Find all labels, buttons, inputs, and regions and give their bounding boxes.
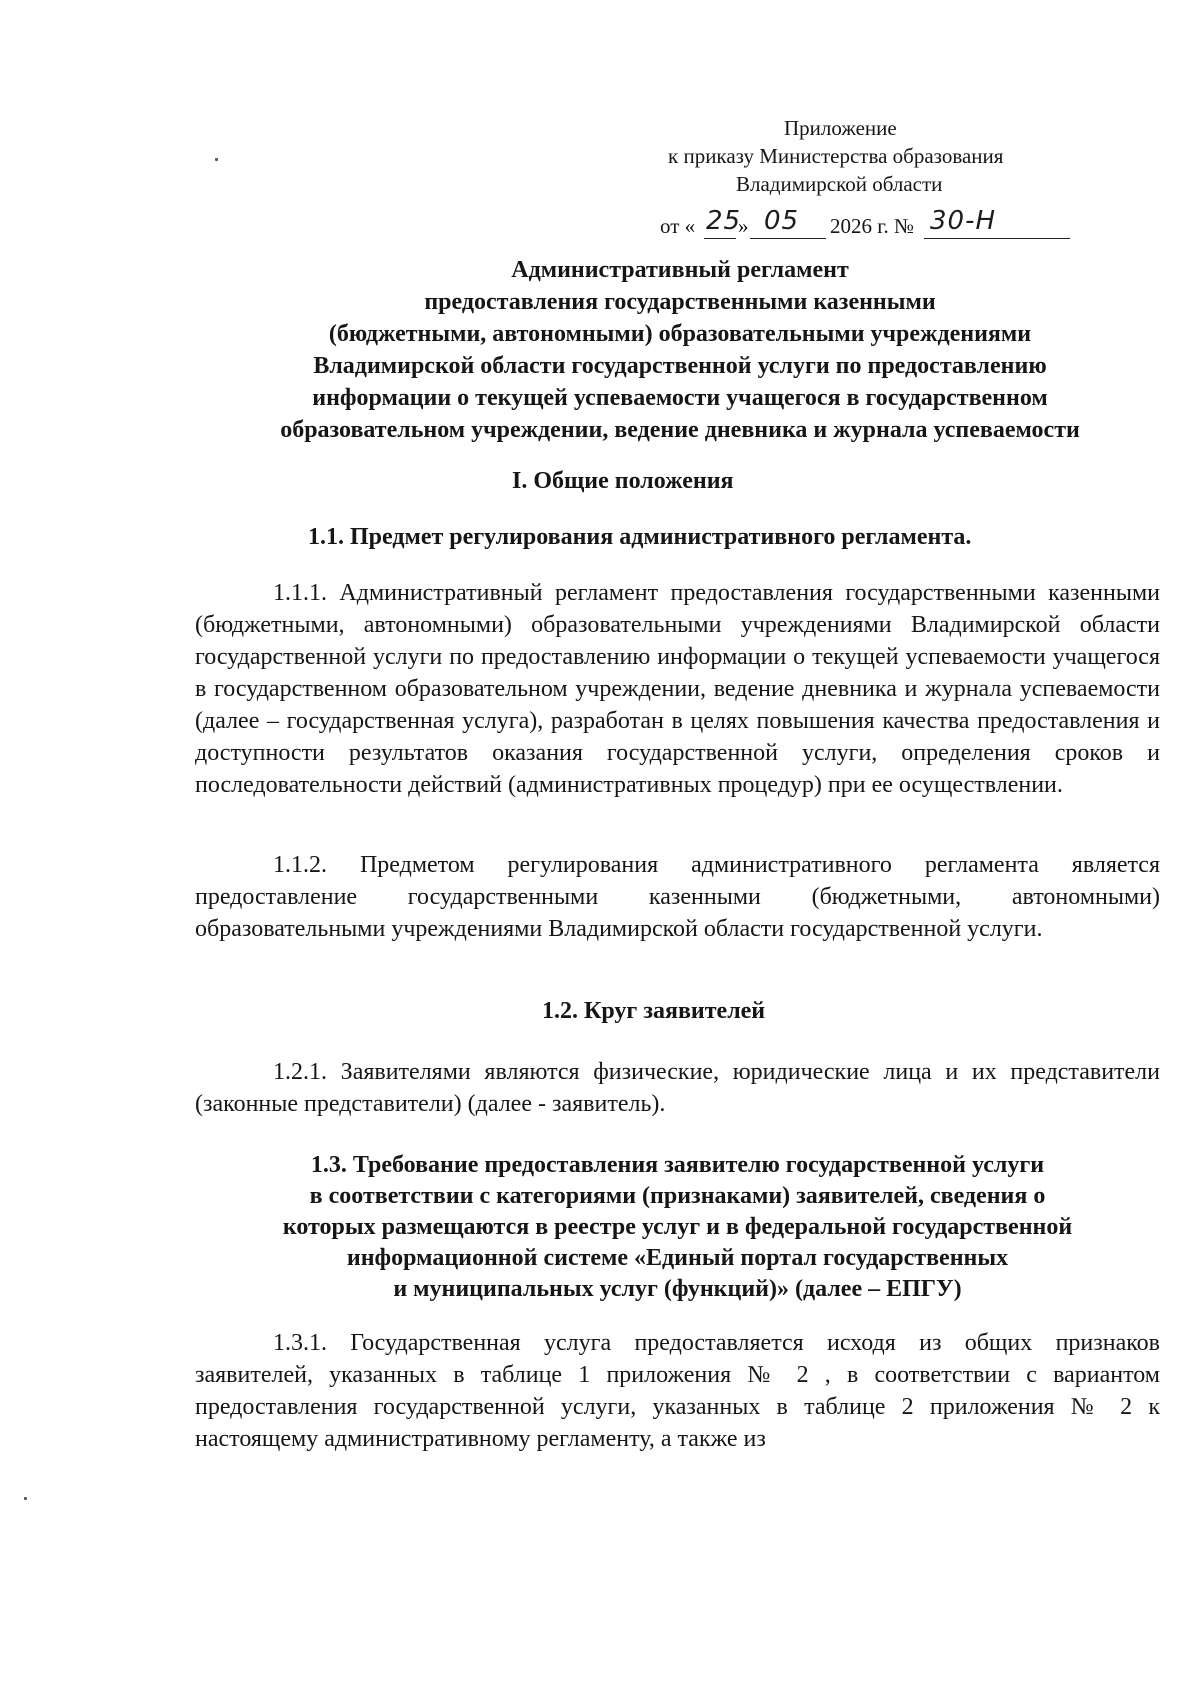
appendix-label: Приложение [784,116,897,140]
title-line: (бюджетными, автономными) образовательными учреждениями [328,321,1032,347]
date-prefix: от « [660,214,696,238]
section-heading: I. Общие положения [512,468,734,494]
title-line: информации о текущей успеваемости учащегося в государственном [312,385,1048,411]
subsection-heading: 1.2. Круг заявителей [542,998,766,1024]
heading-line: в соответствии с категориями (признаками) заявителей, сведения о [309,1183,1046,1209]
date-month-handwritten: 05 [764,206,800,236]
subsection-heading: 1.1. Предмет регулирования административного регламента. [308,524,972,550]
scan-speck [215,158,218,161]
heading-line: и муниципальных услуг (функций)» (далее – ЕПГУ) [393,1276,962,1302]
heading-line: информационной системе «Единый портал государственных [346,1245,1009,1271]
date-year: 2026 г. № [830,214,915,238]
paragraph-1-1-2: 1.1.2. Предметом регулирования административного регламента является предоставление государственными казенными (бюджетными, автономными) образовательными учреждениями Владимирской области государственной услуги. [195,852,1160,942]
title-line: Владимирской области государственной услуги по предоставлению [313,353,1047,379]
order-reference: к приказу Министерства образования [668,144,1004,168]
date-close-quote: » [738,214,749,238]
heading-line: 1.3. Требование предоставления заявителю государственной услуги [310,1152,1045,1178]
date-day-handwritten: 25 [706,206,742,236]
region-label: Владимирской области [736,172,943,196]
paragraph-1-2-1: 1.2.1. Заявителями являются физические, юридические лица и их представители (законные представители) (далее - заявитель). [195,1059,1160,1117]
order-number-handwritten: 30-Н [930,206,997,236]
title-line: Административный регламент [511,257,849,283]
title-line: образовательном учреждении, ведение дневника и журнала успеваемости [280,417,1080,443]
scan-speck [24,1497,27,1500]
title-line: предоставления государственными казенными [424,289,936,315]
document-title [200,254,1160,446]
paragraph-1-3-1: 1.3.1. Государственная услуга предоставляется исходя из общих признаков заявителей, указанных в таблице 1 приложения № 2 , в соответствии с вариантом предоставления государственной услуги, указанных в таблице 2 приложения № 2 к настоящему административному регламенту, а также из [195,1330,1160,1452]
order-date-row [660,206,1170,244]
heading-line: которых размещаются в реестре услуг и в федеральной государственной [282,1214,1073,1240]
subsection-heading-1-3 [195,1150,1160,1305]
paragraph-1-1-1: 1.1.1. Административный регламент предоставления государственными казенными (бюджетными, автономными) образовательными учреждениями Владимирской области государственной услуги по предоставлению информации о текущей успеваемости учащегося в государственном образовательном учреждении, ведение дневника и журнала успеваемости (далее – государственная услуга), разработан в целях повышения качества предоставления и доступности результатов оказания государственной услуги, определения сроков и последовательности действий (административных процедур) при ее осуществлении. [195,580,1160,798]
